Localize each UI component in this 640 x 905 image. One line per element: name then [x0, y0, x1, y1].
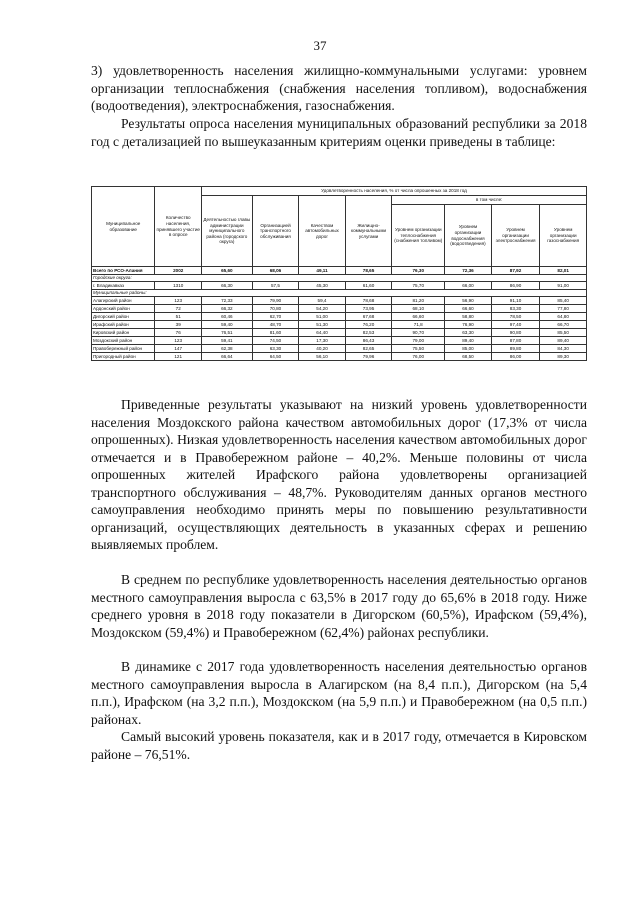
table-cell: 59,4 — [299, 297, 346, 305]
table-cell: Правобережный район — [92, 345, 155, 353]
table-row — [92, 329, 587, 337]
table-cell: 81,60 — [252, 329, 299, 337]
table-cell: 40,20 — [299, 345, 346, 353]
table-cell: 79,90 — [252, 297, 299, 305]
table-cell: 62,70 — [252, 313, 299, 321]
table-cell: 78,65 — [345, 267, 392, 275]
table-cell: 85,00 — [445, 345, 492, 353]
table-cell: 66,00 — [445, 282, 492, 290]
table-cell: 17,30 — [299, 337, 346, 345]
table-cell: 71,8 — [392, 321, 445, 329]
table-cell: 45,30 — [299, 282, 346, 290]
table-cell: 68,06 — [252, 267, 299, 275]
group-label-city: Городские округа: — [92, 275, 587, 282]
table-cell: 75,50 — [392, 345, 445, 353]
table-cell: 79,96 — [345, 353, 392, 361]
table-row — [92, 337, 587, 345]
table-cell: 84,30 — [540, 345, 587, 353]
table-cell: 63,30 — [252, 345, 299, 353]
paragraph-housing-services: 3) удовлетворенность населения жилищно-коммунальными услугами: уровнем организации теплоснабжения (снабжения населения топливом), водоснабжения (водоотведения), электроснабжения, газоснабжения. — [91, 63, 587, 113]
table-cell: 59,40 — [201, 321, 252, 329]
table-cell: г. Владикавказ — [92, 282, 155, 290]
table-cell: Пригородный район — [92, 353, 155, 361]
header-municipality: Муниципальное образование — [92, 187, 155, 267]
paragraph-analysis: Приведенные результаты указывают на низкий уровень удовлетворенности населения Моздокского района качеством автомобильных дорог (17,3% от числа опрошенных). Низкая удовлетворенность населения качеством автомобильных дорог отмечается и в Правобережном районе – 40,2%. Меньше половины от числа опрошенных жителей Ирафского района удовлетворены организацией транспортного обслуживания – 48,7%. Руководителям данных органов местного самоуправления необходимо принять меры по повышению результативности организаций, осуществляющих деятельность в указанных сферах и решению выявляемых проблем. — [91, 397, 587, 552]
table-row — [92, 345, 587, 353]
header-respondents: Количество населения, принявшего участие в опросе — [155, 187, 202, 267]
table-cell: 78,50 — [491, 313, 540, 321]
table-cell: 72 — [155, 305, 202, 313]
table-cell: 86,43 — [345, 337, 392, 345]
table-cell: 68,50 — [445, 353, 492, 361]
table-group-row — [92, 275, 587, 282]
paragraph-average: В среднем по республике удовлетворенность населения деятельностью органов местного самоуправления выросла с 63,5% в 2017 году до 65,6% в 2018 году. Ниже среднего уровня в 2018 году показатели в Дигорском (60,5%), Ирафском (59,4%), Моздокском (59,4%) и Правобережном (62,4%) районах республики. — [91, 572, 587, 640]
table-cell: 81,20 — [392, 297, 445, 305]
table-cell: 89,30 — [540, 353, 587, 361]
table-cell: 72,36 — [445, 267, 492, 275]
table-cell: 51,30 — [299, 321, 346, 329]
table-cell: 121 — [155, 353, 202, 361]
header-roads: Качеством автомобильных дорог — [299, 196, 346, 267]
table-cell: 79,00 — [392, 337, 445, 345]
table-cell: 72,33 — [201, 297, 252, 305]
table-cell: 75,70 — [392, 282, 445, 290]
table-cell: 74,50 — [252, 337, 299, 345]
table-cell: 85,50 — [540, 329, 587, 337]
table-cell: 82,01 — [540, 267, 587, 275]
table-cell: Кировский район — [92, 329, 155, 337]
table-cell: 76,20 — [345, 321, 392, 329]
table-row — [92, 313, 587, 321]
table-cell: 56,90 — [445, 297, 492, 305]
table-cell: 123 — [155, 337, 202, 345]
table-cell: 39 — [155, 321, 202, 329]
table-cell: 82,53 — [345, 329, 392, 337]
table-cell: 58,80 — [445, 313, 492, 321]
table-cell: 76 — [155, 329, 202, 337]
header-heat: Уровнем организации теплоснабжения (снабжения топливом) — [392, 205, 445, 267]
table-cell: 66,64 — [201, 353, 252, 361]
table-cell: 147 — [155, 345, 202, 353]
table-cell: 59,41 — [201, 337, 252, 345]
table-cell: 89,80 — [491, 345, 540, 353]
table-row-total — [92, 267, 587, 275]
table-cell: 68,10 — [392, 305, 445, 313]
table-cell: 64,50 — [252, 353, 299, 361]
table-cell: 91,00 — [540, 282, 587, 290]
table-cell: 62,38 — [201, 345, 252, 353]
table-cell: 90,70 — [392, 329, 445, 337]
header-subgroup: в том числе: — [392, 196, 587, 205]
header-housing: Жилищно-коммунальными услугами — [345, 196, 392, 267]
table-cell: 73,95 — [345, 305, 392, 313]
table-cell: 61,60 — [345, 282, 392, 290]
table-cell: Дигорский район — [92, 313, 155, 321]
header-electric: Уровнем организации электроснабжения — [491, 205, 540, 267]
table-cell: 86,90 — [491, 282, 540, 290]
table-cell: 91,10 — [491, 297, 540, 305]
table-cell: 60,46 — [201, 313, 252, 321]
table-cell: 63,30 — [445, 329, 492, 337]
table-cell: 87,92 — [491, 267, 540, 275]
table-cell: 1310 — [155, 282, 202, 290]
table-cell: 87,80 — [491, 337, 540, 345]
table-cell: 67,68 — [345, 313, 392, 321]
table-cell: 49,11 — [299, 267, 346, 275]
table-cell: 76,51 — [201, 329, 252, 337]
table-cell: 66,60 — [445, 305, 492, 313]
header-water: Уровнем организации водоснабжения (водоотведения) — [445, 205, 492, 267]
survey-results-table — [91, 186, 587, 361]
page-number: 37 — [313, 38, 327, 53]
table-cell: 78,68 — [345, 297, 392, 305]
table-group-row — [92, 290, 587, 297]
table-cell: 64,80 — [540, 313, 587, 321]
table-cell: 76,00 — [392, 353, 445, 361]
table-cell: 66,60 — [392, 313, 445, 321]
table-row — [92, 297, 587, 305]
header-gas: Уровнем организации газоснабжения — [540, 205, 587, 267]
header-transport: Организацией транспортного обслуживания — [252, 196, 299, 267]
table-cell: 89,40 — [445, 337, 492, 345]
header-satisfaction-group: Удовлетворенность населения, % от числа опрошенных за 2018 год — [201, 187, 586, 196]
table-cell: 76,90 — [445, 321, 492, 329]
table-cell: 77,80 — [540, 305, 587, 313]
paragraph-highest: Самый высокий уровень показателя, как и в 2017 году, отмечается в Кировском районе – 76,51%. — [91, 729, 587, 762]
header-activity: Деятельностью главы администрации муниципального района (городского округа) — [201, 196, 252, 267]
table-cell: 51,00 — [299, 313, 346, 321]
table-cell: 65,60 — [201, 267, 252, 275]
table-cell: Всего по РСО-Алания — [92, 267, 155, 275]
table-row — [92, 353, 587, 361]
table-cell: 2002 — [155, 267, 202, 275]
table-row — [92, 282, 587, 290]
table-cell: 76,30 — [392, 267, 445, 275]
table-cell: 123 — [155, 297, 202, 305]
table-cell: 90,80 — [491, 329, 540, 337]
table-row — [92, 305, 587, 313]
table-cell: 66,32 — [201, 305, 252, 313]
table-cell: 57,5 — [252, 282, 299, 290]
table-cell: 83,30 — [491, 305, 540, 313]
table-cell: Ирафский район — [92, 321, 155, 329]
paragraph-survey-intro: Результаты опроса населения муниципальных образований республики за 2018 год с детализацией по вышеуказанным критериям оценки приведены в таблице: — [91, 116, 587, 149]
table-cell: 66,30 — [201, 282, 252, 290]
table-cell: 97,40 — [491, 321, 540, 329]
group-label-districts: Муниципальные районы: — [92, 290, 587, 297]
table-cell: Моздокский район — [92, 337, 155, 345]
table-cell: 51 — [155, 313, 202, 321]
table-cell: 89,40 — [540, 337, 587, 345]
table-cell: 85,40 — [540, 297, 587, 305]
table-cell: Ардонский район — [92, 305, 155, 313]
table-cell: 66,70 — [540, 321, 587, 329]
table-cell: Алагирский район — [92, 297, 155, 305]
table-cell: 48,70 — [252, 321, 299, 329]
paragraph-dynamics: В динамике с 2017 года удовлетворенность населения деятельностью органов местного самоуправления выросла в Алагирском (на 8,4 п.п.), Дигорском (на 5,4 п.п.), Ирафском (на 3,2 п.п.), Моздокском (на 5,9 п.п.) и Правобережном (на 0,5 п.п.) районах. — [91, 659, 587, 727]
table-cell: 82,65 — [345, 345, 392, 353]
table-cell: 70,80 — [252, 305, 299, 313]
table-cell: 54,20 — [299, 305, 346, 313]
table-cell: 86,00 — [491, 353, 540, 361]
table-cell: 56,10 — [299, 353, 346, 361]
table-cell: 64,40 — [299, 329, 346, 337]
table-row — [92, 321, 587, 329]
